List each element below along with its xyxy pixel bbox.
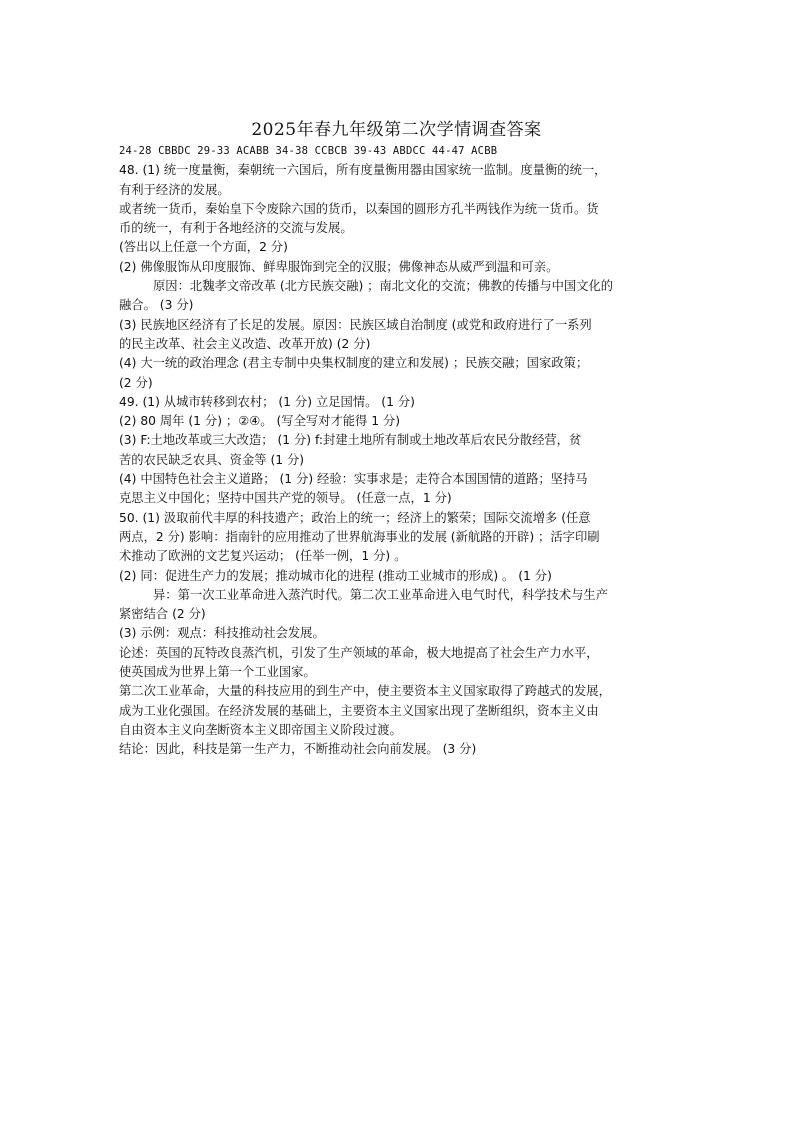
q50-part3-argument-line2: 使英国成为世界上第一个工业国家。 bbox=[119, 665, 316, 680]
q50-part3-argument-line5: 自由资本主义向垄断资本主义即帝国主义阶段过渡。 bbox=[119, 722, 402, 737]
q50-part1-line1: 50. (1) 汲取前代丰厚的科技遗产；政治上的统一；经济上的繁荣；国际交流增多 (任意 bbox=[119, 510, 591, 525]
q48-part2-line2: 原因：北魏孝文帝改革 (北方民族交融) ；南北文化的交流；佛教的传播与中国文化的 bbox=[153, 279, 614, 294]
q50-part3-conclusion: 结论：因此，科技是第一生产力，不断推动社会向前发展。 (3 分) bbox=[119, 742, 477, 757]
q50-part2-line2: 异：第一次工业革命进入蒸汽时代。第二次工业革命进入电气时代，科学技术与生产 bbox=[153, 587, 608, 602]
q49-part1: 49. (1) 从城市转移到农村； (1 分) 立足国情。 (1 分) bbox=[119, 394, 415, 409]
q48-part1-line4: 币的统一，有利于各地经济的交流与发展。 bbox=[119, 221, 353, 236]
q50-part1-line3: 术推动了欧洲的文艺复兴运动； (任举一例，1 分) 。 bbox=[119, 549, 407, 564]
q48-part1-note: (答出以上任意一个方面，2 分) bbox=[119, 240, 288, 255]
q48-part1-line3: 或者统一货币，秦始皇下令废除六国的货币，以秦国的圆形方孔半两钱作为统一货币。货 bbox=[119, 201, 599, 216]
q49-part4-line2: 克思主义中国化；坚持中国共产党的领导。 (任意一点，1 分) bbox=[119, 491, 452, 506]
q49-part3-line1: (3) F:土地改革或三大改造； (1 分) f:封建土地所有制或土地改革后农民分散经营，贫 bbox=[119, 433, 582, 448]
q50-part2-line1: (2) 同：促进生产力的发展；推动城市化的进程 (推动工业城市的形成) 。 (1 分) bbox=[119, 568, 552, 583]
q50-part3-argument-line1: 论述：英国的瓦特改良蒸汽机，引发了生产领域的革命，极大地提高了社会生产力水平， bbox=[119, 645, 599, 660]
q48-part4-line1: (4) 大一统的政治理念 (君主专制中央集权制度的建立和发展) ；民族交融；国家政策； bbox=[119, 356, 589, 371]
answer-content bbox=[119, 142, 679, 760]
q50-part2-line3: 紧密结合 (2 分) bbox=[119, 607, 206, 622]
document-title: 2025年春九年级第二次学情调查答案 bbox=[251, 120, 542, 140]
q49-part4-line1: (4) 中国特色社会主义道路； (1 分) 经验：实事求是；走符合本国国情的道路；坚持马 bbox=[119, 472, 588, 487]
q48-part3-line2: 的民主改革、社会主义改造、改革开放) (2 分) bbox=[119, 336, 371, 351]
q48-part2-line1: (2) 佛像服饰从印度服饰、鲜卑服饰到完全的汉服；佛像神态从威严到温和可亲。 bbox=[119, 259, 559, 274]
q49-part2: (2) 80 周年 (1 分) ；②④。 (写全写对才能得 1 分) bbox=[119, 414, 401, 429]
q50-part3-line1: (3) 示例：观点：科技推动社会发展。 bbox=[119, 626, 325, 641]
q48-part3-line1: (3) 民族地区经济有了长足的发展。原因：民族区域自治制度 (或党和政府进行了一系列 bbox=[119, 317, 592, 332]
q48-part2-line3: 融合。 (3 分) bbox=[119, 298, 194, 313]
q48-part4-line2: (2 分) bbox=[119, 375, 153, 390]
q48-part1-line1: 48. (1) 统一度量衡，秦朝统一六国后，所有度量衡用器由国家统一监制。度量衡的统一， bbox=[119, 163, 607, 178]
multiple-choice-answers: 24-28 CBBDC 29-33 ACABB 34-38 CCBCB 39-43 ABDCC 44-47 ACBB bbox=[119, 145, 498, 157]
q48-part1-line2: 有利于经济的发展。 bbox=[119, 182, 230, 197]
q50-part1-line2: 两点，2 分) 影响：指南针的应用推动了世界航海事业的发展 (新航路的开辟) ；活字印刷 bbox=[119, 529, 600, 544]
q49-part3-line2: 苦的农民缺乏农具、资金等 (1 分) bbox=[119, 452, 305, 467]
q50-part3-argument-line3: 第二次工业革命，大量的科技应用的到生产中，使主要资本主义国家取得了跨越式的发展， bbox=[119, 684, 611, 699]
q50-part3-argument-line4: 成为工业化强国。在经济发展的基础上，主要资本主义国家出现了垄断组织，资本主义由 bbox=[119, 703, 599, 718]
